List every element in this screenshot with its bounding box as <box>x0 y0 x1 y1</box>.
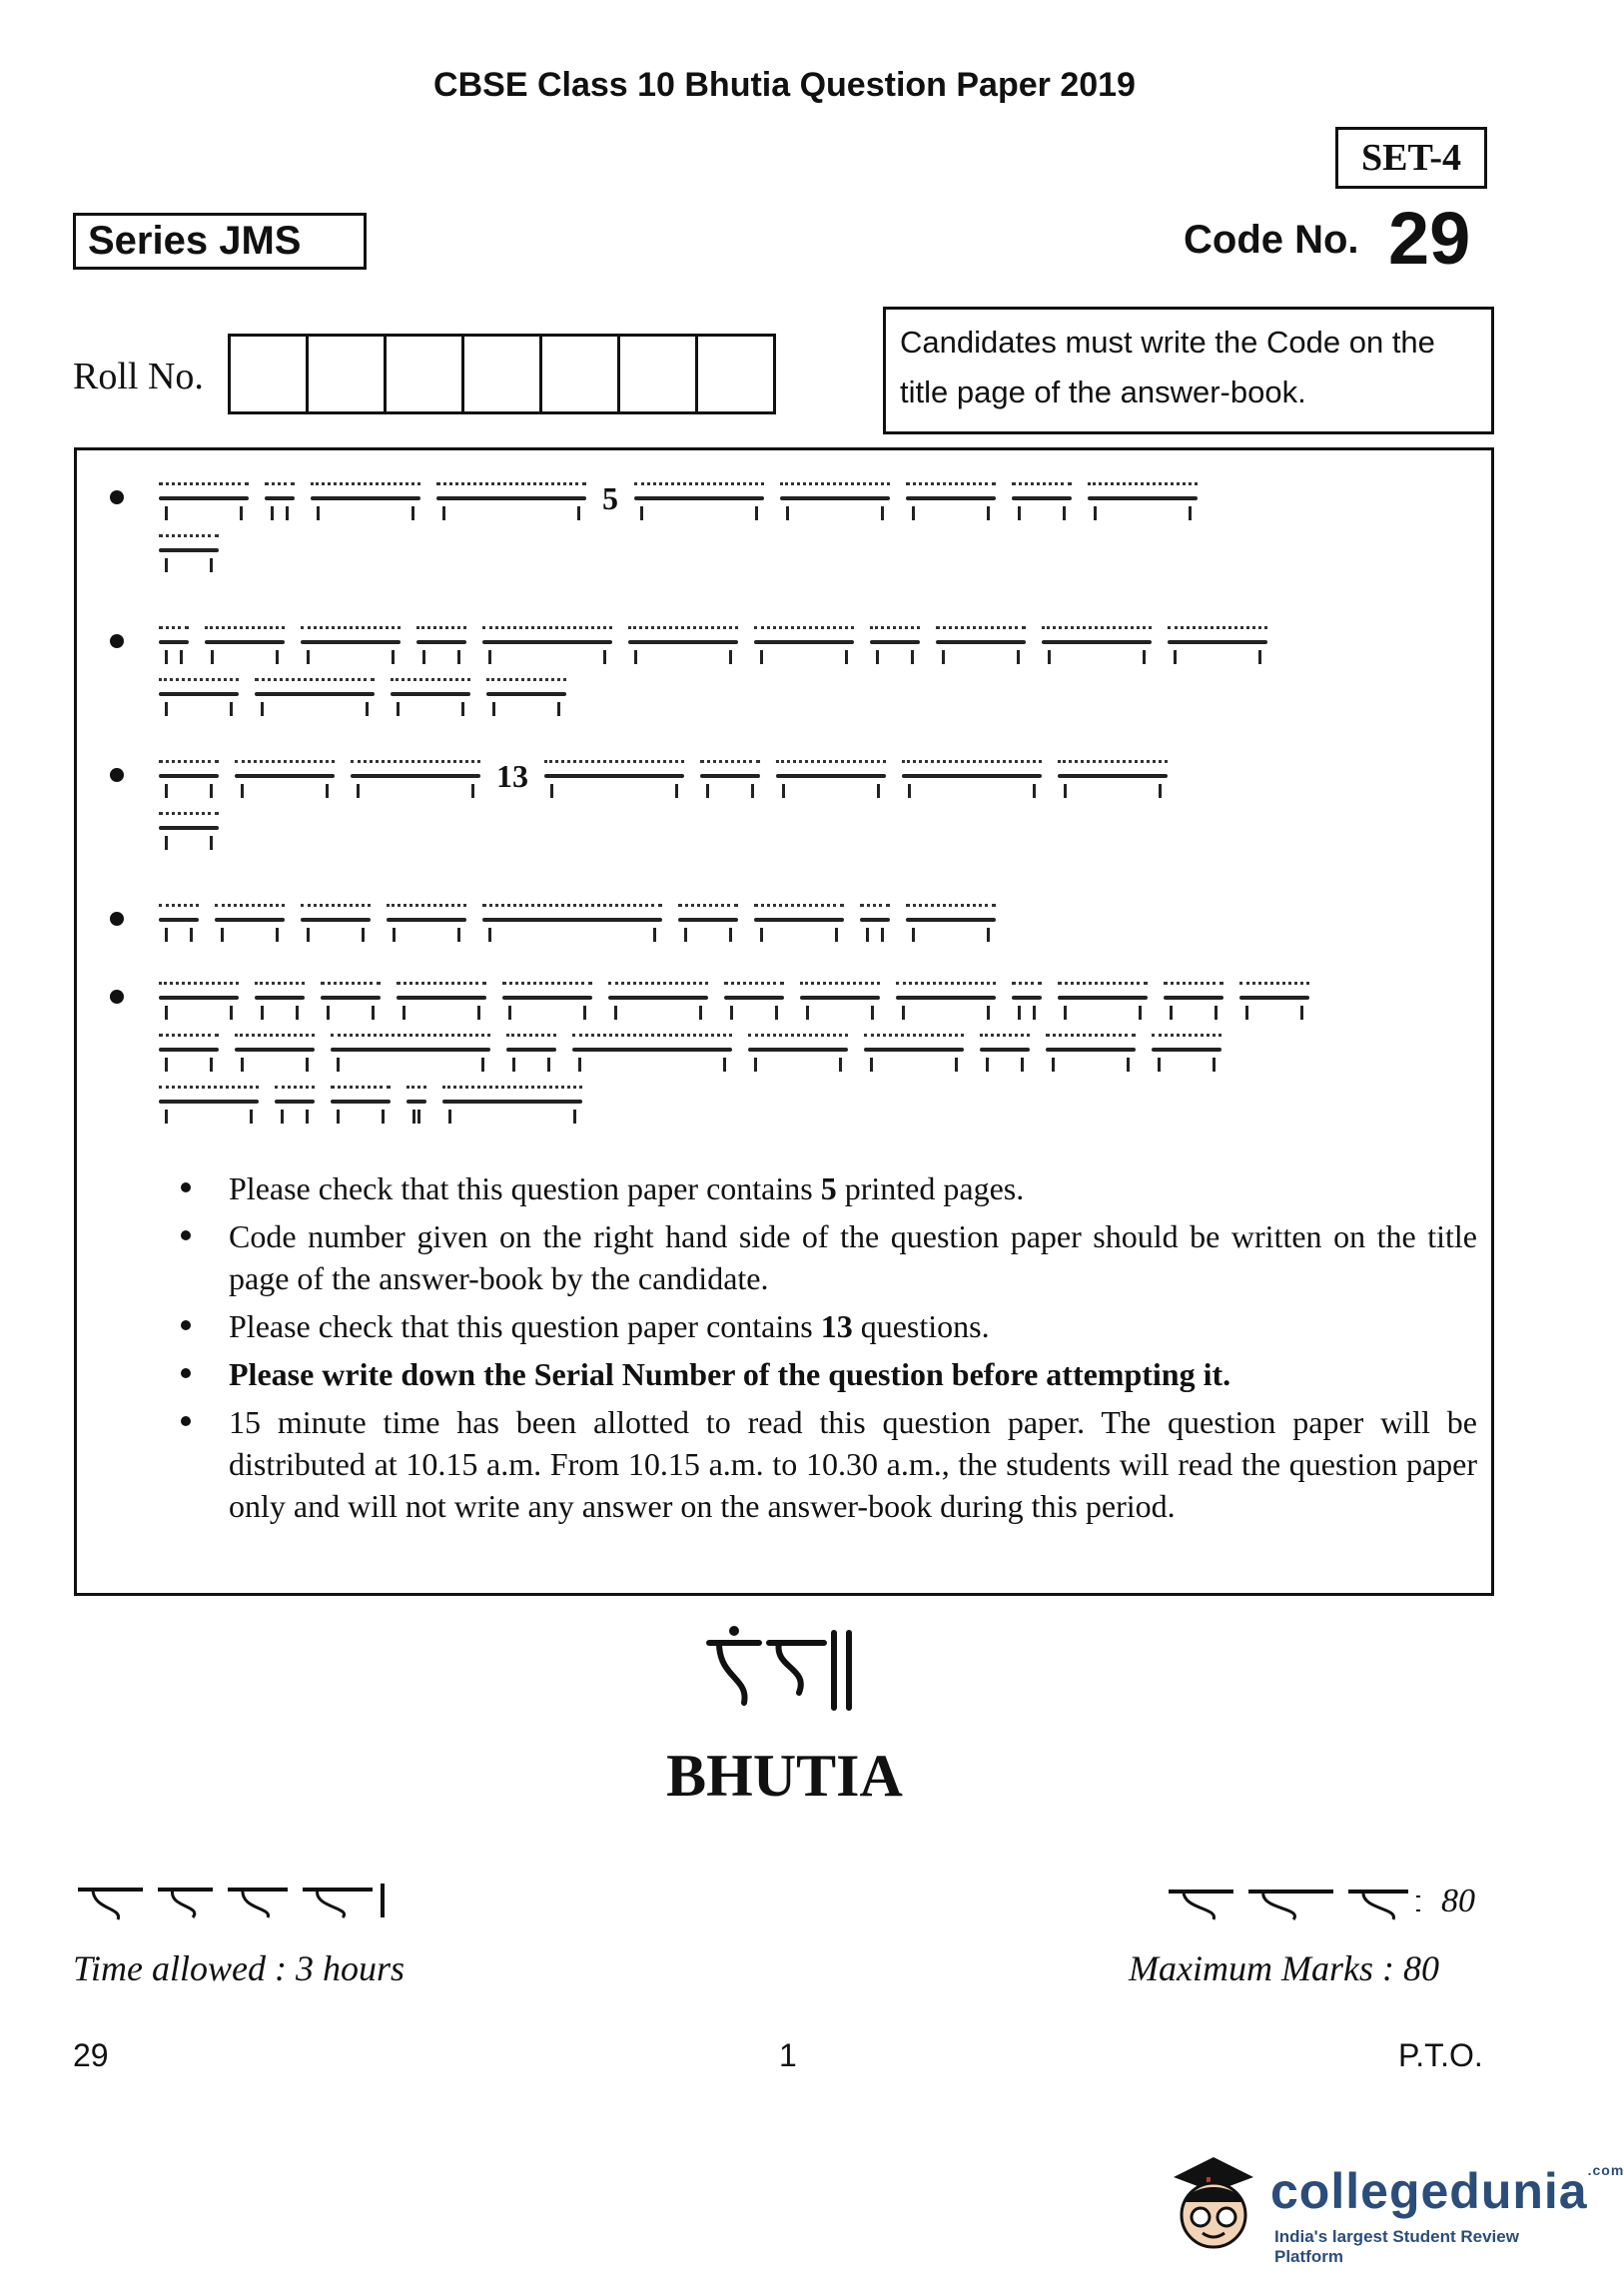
tibetan-handwritten-line <box>159 902 996 938</box>
general-instructions-box <box>74 447 1494 1596</box>
instruction-item: 15 minute time has been allotted to read this question paper. The question paper will be distributed at 10.15 a.m. From 10.15 a.m. to 10.30 a.m., the students will read the question paper only and will not write any answer on the answer-book during this period. <box>99 1401 1477 1527</box>
code-number: 29 <box>1388 197 1471 280</box>
maximum-marks: Maximum Marks : 80 <box>1129 1948 1439 1988</box>
instruction-item: Please write down the Serial Number of the question before attempting it. <box>99 1353 1477 1395</box>
footer-pto: P.T.O. <box>1398 2037 1483 2073</box>
candidate-note-box: Candidates must write the Code on the title page of the answer-book. <box>883 307 1494 434</box>
bullet-icon <box>110 634 124 648</box>
tibetan-handwritten-line <box>159 980 1309 1016</box>
roll-number-box[interactable] <box>617 334 698 414</box>
roll-number-label: Roll No. <box>73 356 204 397</box>
page-header-title: CBSE Class 10 Bhutia Question Paper 2019 <box>433 66 1136 104</box>
tibetan-questions-number: 13 <box>496 757 528 794</box>
subject-title: BHUTIA <box>666 1743 903 1809</box>
roll-number-box[interactable] <box>695 334 776 414</box>
tibetan-handwritten-line <box>159 532 219 568</box>
instruction-item: Code number given on the right hand side of the question paper should be written on the title page of the answer-book by the candidate. <box>99 1215 1477 1299</box>
tibetan-handwritten-line <box>159 624 1267 660</box>
roll-number-box[interactable] <box>539 334 620 414</box>
tibetan-pages-number: 5 <box>602 479 618 516</box>
set-label-box: SET-4 <box>1335 127 1487 189</box>
brand-tagline: India's largest Student Review Platform <box>1274 2227 1519 2266</box>
tibetan-time-allowed-icon <box>73 1878 393 1921</box>
tibetan-handwritten-line <box>159 480 1198 516</box>
tibetan-max-marks-icon <box>1164 1882 1433 1921</box>
collegedunia-mascot-logo <box>1159 2137 1268 2267</box>
bullet-icon <box>110 912 124 926</box>
time-allowed: Time allowed : 3 hours <box>73 1948 406 1988</box>
tibetan-subject-title-icon <box>699 1623 869 1713</box>
bullet-icon <box>110 990 124 1004</box>
roll-number-box[interactable] <box>306 334 387 414</box>
footer-code: 29 <box>73 2037 109 2073</box>
series-label-box: Series JMS <box>73 213 367 270</box>
tibetan-handwritten-line <box>159 1032 1221 1068</box>
footer-page-number: 1 <box>779 2037 797 2073</box>
roll-number-boxes <box>228 334 776 414</box>
tibetan-handwritten-line <box>159 676 566 712</box>
tibetan-max-marks-value: 80 <box>1441 1883 1475 1919</box>
roll-number-box[interactable] <box>384 334 464 414</box>
bullet-icon <box>110 768 124 782</box>
brand-name[interactable]: collegedunia$^{.com}$ <box>1270 2162 1624 2219</box>
tibetan-handwritten-line <box>159 1084 582 1120</box>
instruction-item: Please check that this question paper contains 13 questions. <box>99 1305 1477 1347</box>
tibetan-handwritten-line <box>159 758 1168 794</box>
code-label: Code No. <box>1184 218 1359 262</box>
tibetan-handwritten-line <box>159 810 219 846</box>
instruction-item: Please check that this question paper contains 5 printed pages. <box>99 1167 1477 1209</box>
english-instructions-list <box>99 1167 1477 1533</box>
roll-number-box[interactable] <box>461 334 542 414</box>
roll-number-box[interactable] <box>228 334 309 414</box>
bullet-icon <box>110 490 124 504</box>
